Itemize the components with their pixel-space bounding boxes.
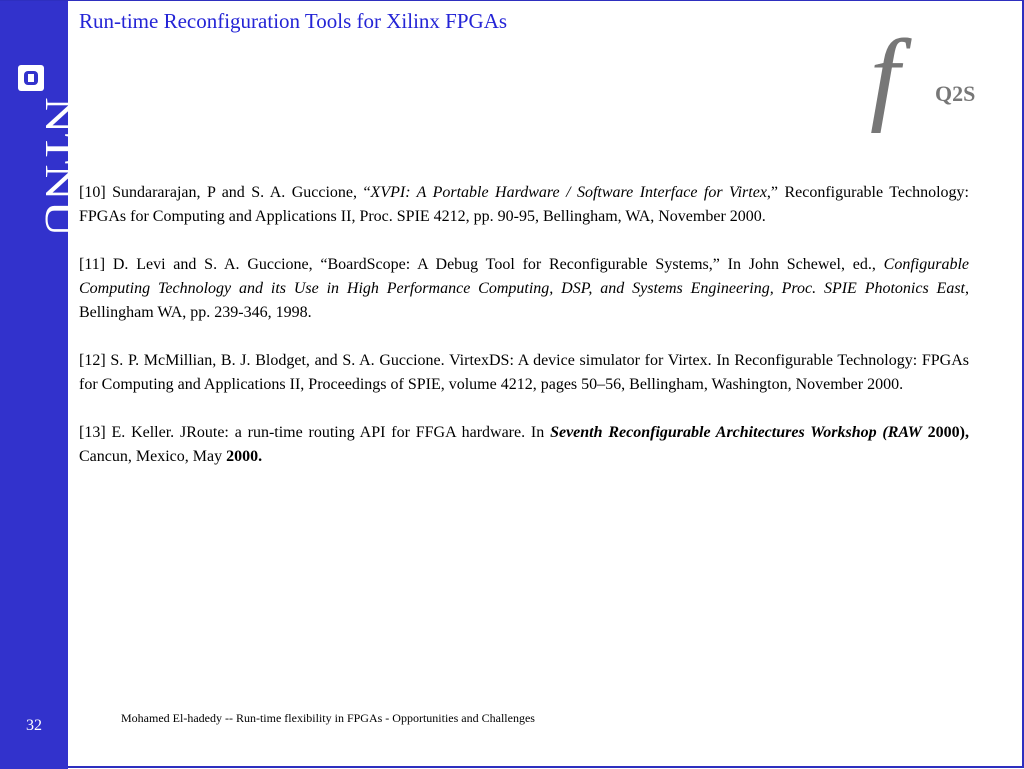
ref-text: , Bellingham WA, pp. 239-346, 1998. [79,280,969,321]
ref-text: [12] S. P. McMillian, B. J. Blodget, and S. A. Guccione. VirtexDS: A device simulator for Virtex. In Reconfigurable Technology: FPGAs for Computing and Applications II, Proceedings of SPIE, volume 4212, pages 50–56, Bellingham, Washington, November 2000. [79,352,969,393]
ntnu-logo [14,63,79,243]
ref-year: 2000. [226,448,263,465]
q2s-logo [866,19,996,139]
ref-text: Cancun, Mexico, May [79,448,227,465]
q2s-ff-mark: ff [870,19,872,134]
ref-text: [10] Sundararajan, P and S. A. Guccione, “ [79,184,371,201]
slide-title: Run-time Reconfiguration Tools for Xilinx FPGAs [79,9,508,33]
q2s-logo-text: Q2S [935,81,976,106]
reference-10 [79,181,969,229]
ntnu-logo-text: NTNU [37,97,79,203]
reference-13 [79,421,969,469]
footer: Mohamed El-hadedy -- Run-time flexibility in FPGAs - Opportunities and Challenges [121,711,535,725]
ref-title: XVPI: A Portable Hardware / Software Interface for Virtex [370,184,767,201]
ref-title: Configurable Computing Technology and its Use in High Performance Computing, DSP, and Systems Engineering, Proc. SPIE Photonics East [79,256,969,297]
page-number: 32 [26,717,42,734]
reference-11 [79,253,969,325]
references-list [79,181,969,493]
ref-text: [13] E. Keller. JRoute: a run-time routing API for FFGA hardware. In [79,424,551,441]
ref-text: [11] D. Levi and S. A. Guccione, “BoardScope: A Debug Tool for Reconfigurable Systems,” In John Schewel, ed., [79,256,884,273]
ref-venue: Seventh Reconfigurable Architectures Workshop (RAW [550,424,922,441]
ref-text: ,” Reconfigurable Technology: FPGAs for Computing and Applications II, Proc. SPIE 4212, pp. 90-95, Bellingham, WA, November 2000. [79,184,969,225]
sidebar [0,1,79,769]
reference-12 [79,349,969,397]
ref-venue-year: 2000), [921,424,970,441]
